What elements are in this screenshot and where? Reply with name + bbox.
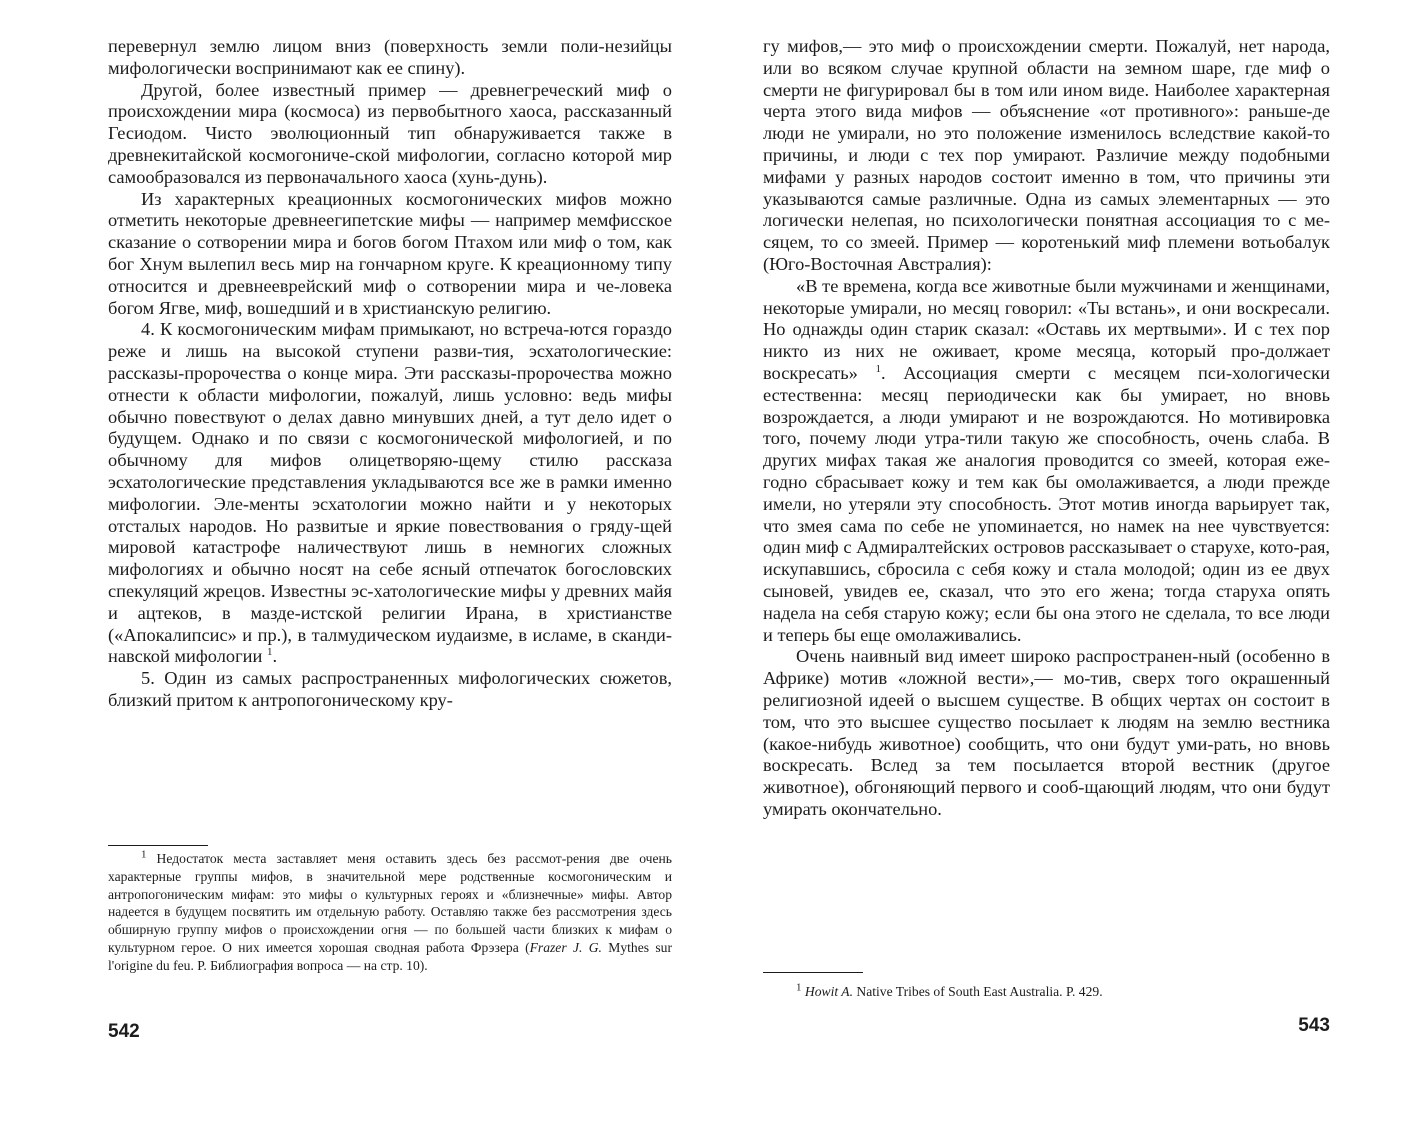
footnote-reference: 1 (875, 362, 882, 375)
paragraph (763, 276, 1330, 647)
footnote-text: Mythes sur l'origine du feu. P. Библиография вопроса — на стр. 10). (108, 939, 672, 973)
footnote-author: Howit A. (804, 984, 853, 999)
paragraph: Очень наивный вид имеет широко распространен-ный (особенно в Африке) мотив «ложной вести»,— мо-тив, сверх того окрашенный религиозной идеей о высшем существе. В общих чертах он состоит в том, что это высшее существо посылает к людям на землю вестника (какое-нибудь животное) сообщить, что они будут уми-рать, но вновь воскресать. Вслед за тем посылается второй вестник (другое животное), обгоняющий первого и сооб-щающий людям, что они будут умирать окончательно. (763, 646, 1330, 819)
footnote-divider (108, 845, 208, 846)
left-page (108, 0, 672, 1130)
footnote (108, 850, 672, 975)
paragraph: гу мифов,— это миф о происхождении смерти. Пожалуй, нет народа, или во всяком случае крупной области на земном шаре, где миф о смерти не фигурировал бы в том или ином виде. Наиболее характерная черта этого вида мифов — объяснение «от противного»: раньше-де люди не умирали, но это положение изменилось вследствие какой-то причины, и люди с тех пор умирают. Различие между подобными мифами у разных народов состоит именно в том, что причины эти указываются самые различные. Одна из самых элементарных — это логически нелепая, но психологически понятная ассоциация то с ме-сяцем, то со змеей. Пример — коротенький миф племени вотьобалук (Юго-Восточная Австралия): (763, 36, 1330, 274)
left-page-body (108, 36, 672, 712)
paragraph-text: 4. К космогоническим мифам примыкают, но встреча-ются гораздо реже и лишь на высокой ступени разви-тия, эсхатологические: рассказы-пророчества о конце мира. Эти рассказы-пророчества можно отнести к области мифологии, пожалуй, лишь условно: ведь мифы обычно повествуют о делах давно минувших дней, а тут дело идет о будущем. Однако и по связи с космогонической мифологией, и по обычному для мифов олицетворяю-щему стилю рассказа эсхатологические представления укладываются все же в рамки именно мифологии. Эле-менты эсхатологии можно найти и у некоторых отсталых народов. Но развитые и яркие повествования о гряду-щей мировой катастрофе наличествуют лишь в немногих сложных мифологиях и обычно носят на себе ясный отпечаток богословских спекуляций жрецов. Известны эс-хатологические мифы у древних майя и ацтеков, в мазде-истской религии Ирана, в христианстве («Апокалипсис» и пр.), в талмудическом иудаизме, в исламе, в сканди-навской мифологии (108, 319, 672, 667)
footnote-text: Native Tribes of South East Australia. P. 429. (853, 984, 1103, 999)
paragraph (108, 319, 672, 668)
footnote-divider (763, 972, 863, 973)
page-number: 543 (1298, 1015, 1330, 1036)
right-page-body (763, 36, 1330, 821)
footnote-text: Недостаток места заставляет меня оставить здесь без рассмот-рения две очень характерные группы мифов, в значительной мере родственные космогоническим и антропогоническим мифам: это мифы о культурных героях и «близнечные» мифы. Автор надеется в будущем посвятить им отдельную работу. Оставляю также без рассмотрения здесь обширную группу мифов о происхождении огня — по большей части близких к мифам о культурном герое. О них имеется хорошая сводная работа Фрэзера ( (108, 851, 672, 955)
paragraph-text: «В те времена, когда все животные были мужчинами и женщинами, некоторые умирали, но месяц говорил: «Ты встань», и они воскресали. Но однажды один старик сказал: «Оставь их мертвыми». И с тех пор никто из них не оживает, кроме месяца, который про-должает воскресать» (763, 275, 1330, 383)
paragraph: Из характерных креационных космогонических мифов можно отметить некоторые древнеегипетские мифы — например мемфисское сказание о сотворении мира и богов богом Птахом или миф о том, как бог Хнум вылепил весь мир на гончарном круге. К креационному типу относится и древнееврейский миф о сотворении мира и че-ловека богом Ягве, миф, вошедший и в христианскую религию. (108, 188, 672, 318)
footnote-author: Frazer J. G. (529, 939, 602, 955)
footnote-mark: 1 (796, 981, 802, 994)
paragraph: перевернул землю лицом вниз (поверхность земли поли-незийцы мифологически воспринимают как ее спину). (108, 36, 672, 78)
footnote-mark: 1 (141, 848, 147, 861)
right-page (763, 0, 1330, 1130)
paragraph: Другой, более известный пример — древнегреческий миф о происхождении мира (космоса) из первобытного хаоса, рассказанный Гесиодом. Чисто эволюционный тип обнаруживается также в древнекитайской космогониче-ской мифологии, согласно которой мир самообразовался из первоначального хаоса (хунь-дунь). (108, 79, 672, 187)
page-number: 542 (108, 1021, 140, 1042)
paragraph-text: . Ассоциация смерти с месяцем пси-хологически естественна: месяц периодически как бы умирает, но вновь возрождается, а люди умирают и не возрождаются. Но мотивировка того, почему люди утра-тили такую же способность, очень слаба. В других мифах такая же аналогия проводится со змеей, которая еже-годно сбрасывает кожу и тем как бы омолаживается, а люди прежде имели, но утеряли эту способность. Этот мотив иногда варьирует так, что змея сама по себе не упоминается, но намек на нее чувствуется: один миф с Адмиралтейских островов рассказывает о старухе, кото-рая, искупавшись, сбросила с себя кожу и стала молодой; один из ее двух сыновей, увидев ее, сказал, что это его жена; тогда старуха опять надела на себя старую кожу; если бы она этого не сделала, то все люди и теперь бы еще омолаживались. (763, 362, 1330, 645)
footnote (763, 983, 1330, 1001)
footnote-reference: 1 (266, 646, 273, 659)
paragraph: 5. Один из самых распространенных мифологических сюжетов, близкий притом к антропогоническому кру- (108, 668, 672, 710)
paragraph-end: . (272, 646, 278, 667)
